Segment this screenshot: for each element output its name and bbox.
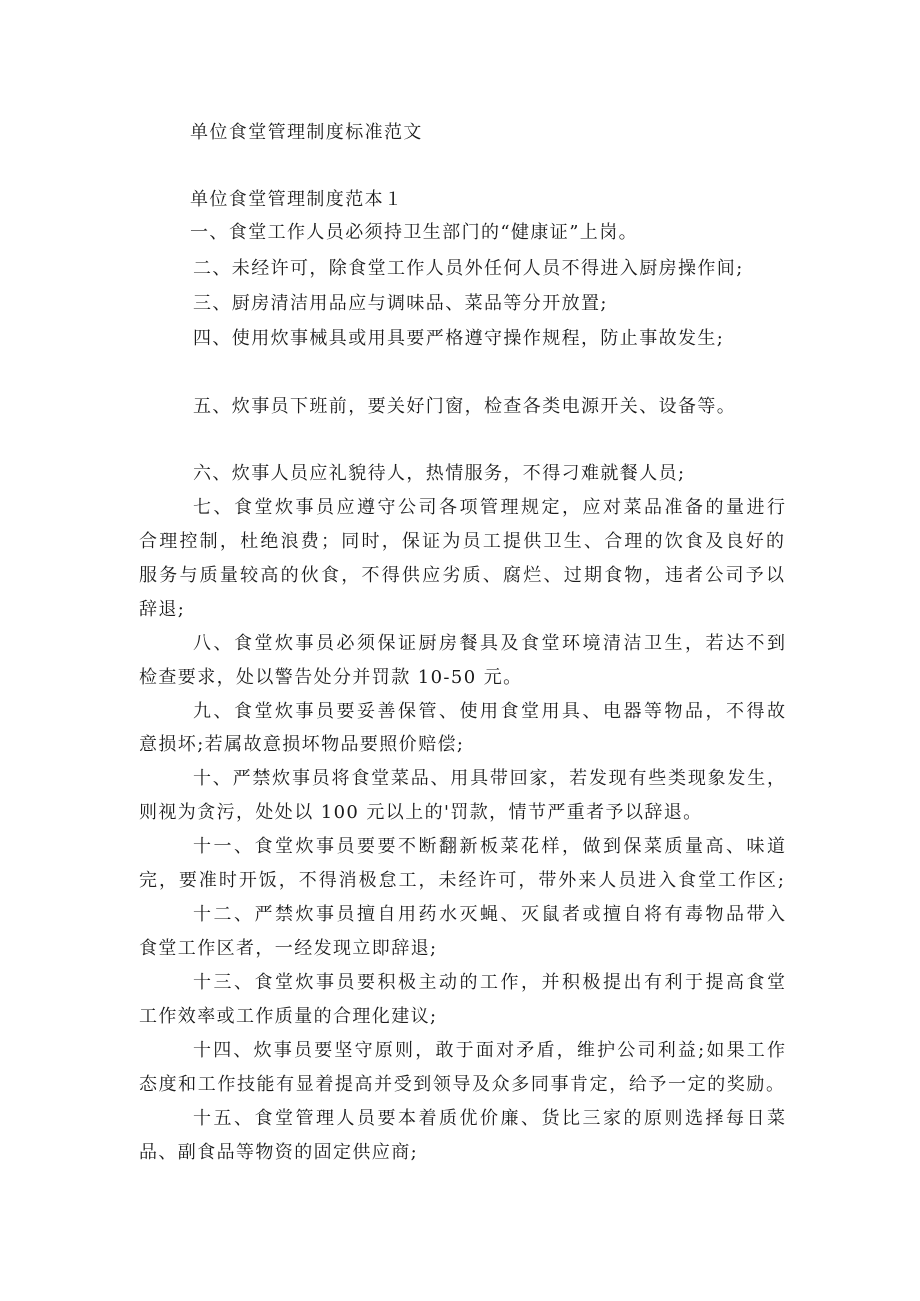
paragraph-line: 一、食堂工作人员必须持卫生部门的“健康证”上岗。 [190, 222, 639, 243]
paragraph-line: 十一、食堂炊事员要要不断翻新板菜花样，做到保菜质量高、味道 [193, 836, 785, 857]
paragraph-line: 八、食堂炊事员必须保证厨房餐具及食堂环境清洁卫生，若达不到 [193, 633, 785, 654]
paragraph-line: 食堂工作区者，一经发现立即辞退; [139, 938, 438, 959]
paragraph-line: 六、炊事人员应礼貌待人，热情服务，不得刁难就餐人员; [193, 463, 686, 484]
paragraph-line: 四、使用炊事械具或用具要严格遵守操作规程，防止事故发生; [193, 328, 725, 349]
paragraph-line: 辞退; [139, 599, 186, 620]
paragraph-line: 三、厨房清洁用品应与调味品、菜品等分开放置; [193, 293, 608, 314]
paragraph-line: 品、副食品等物资的固定供应商; [139, 1142, 419, 1163]
paragraph-line: 九、食堂炊事员要妥善保管、使用食堂用具、电器等物品，不得故 [193, 701, 785, 722]
paragraph-line: 工作效率或工作质量的合理化建议; [139, 1006, 438, 1027]
paragraph-line: 则视为贪污，处处以 100 元以上的'罚款，情节严重者予以辞退。 [139, 802, 703, 823]
paragraph-line: 十、严禁炊事员将食堂菜品、用具带回家，若发现有些类现象发生， [193, 768, 785, 789]
paragraph-line: 二、未经许可，除食堂工作人员外任何人员不得进入厨房操作间; [193, 258, 744, 279]
paragraph-line: 合理控制，杜绝浪费；同时，保证为员工提供卫生、合理的饮食及良好的 [139, 531, 784, 552]
paragraph-line: 十三、食堂炊事员要积极主动的工作，并积极提出有利于提高食堂 [193, 972, 785, 993]
document-subtitle: 单位食堂管理制度范本１ [190, 189, 404, 210]
document-title: 单位食堂管理制度标准范文 [190, 122, 423, 143]
paragraph-line: 十二、严禁炊事员擅自用药水灭蝇、灭鼠者或擅自将有毒物品带入 [193, 904, 785, 925]
paragraph-line: 十五、食堂管理人员要本着质优价廉、货比三家的原则选择每日菜 [193, 1108, 785, 1129]
paragraph-line: 态度和工作技能有显着提高并受到领导及众多同事肯定，给予一定的奖励。 [139, 1074, 784, 1095]
paragraph-line: 十四、炊事员要坚守原则，敢于面对矛盾，维护公司利益;如果工作 [193, 1040, 785, 1061]
paragraph-line: 七、食堂炊事员应遵守公司各项管理规定，应对菜品准备的量进行 [193, 497, 785, 518]
paragraph-line: 检查要求，处以警告处分并罚款 10-50 元。 [139, 667, 523, 688]
paragraph-line: 服务与质量较高的伙食，不得供应劣质、腐烂、过期食物，违者公司予以 [139, 565, 784, 586]
paragraph-line: 意损坏;若属故意损坏物品要照价赔偿; [139, 734, 465, 755]
paragraph-line: 完，要准时开饭，不得消极怠工，未经许可，带外来人员进入食堂工作区; [139, 870, 784, 891]
paragraph-line: 五、炊事员下班前，要关好门窗，检查各类电源开关、设备等。 [193, 396, 737, 417]
